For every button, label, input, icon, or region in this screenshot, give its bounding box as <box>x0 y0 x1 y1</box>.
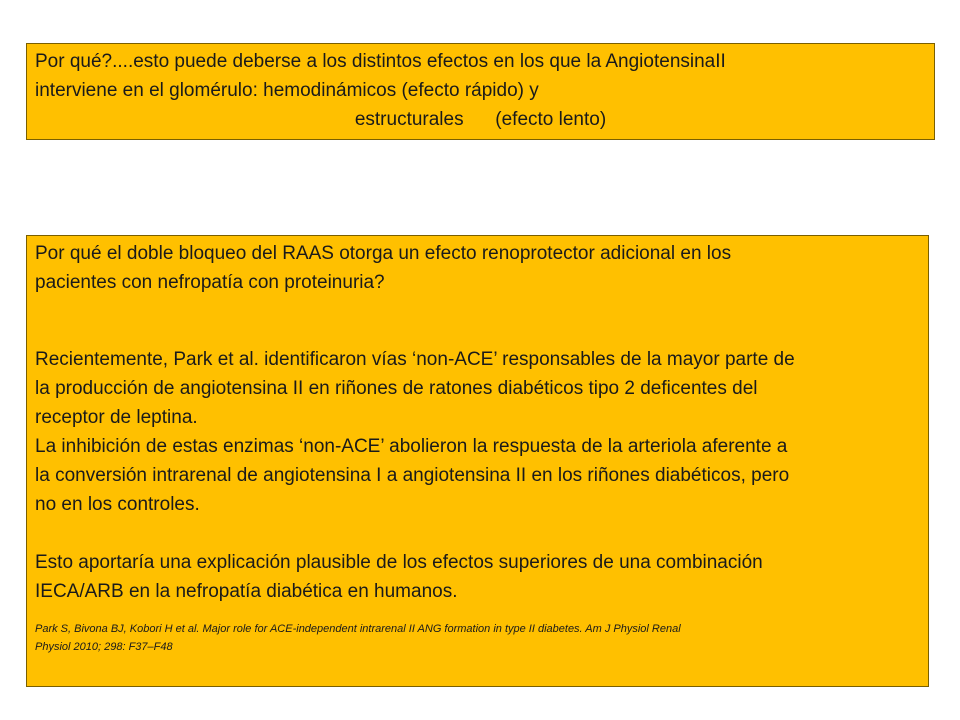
question-line-2: pacientes con nefropatía con proteinuria? <box>35 272 385 293</box>
conclusion-paragraph <box>35 548 920 606</box>
inhibition-line-3: no en los controles. <box>35 494 200 515</box>
inhibition-line-1: La inhibición de estas enzimas ‘non-ACE’ abolieron la respuesta de la arteriola aferente a <box>35 436 788 457</box>
conclusion-line-1: Esto aportaría una explicación plausible de los efectos superiores de una combinación <box>35 552 763 573</box>
spacer <box>35 606 920 620</box>
question-line-1: Por qué el doble bloqueo del RAAS otorga un efecto renoprotector adicional en los <box>35 243 732 264</box>
park-line-1: Recientemente, Park et al. identificaron vías ‘non-ACE’ responsables de la mayor parte de <box>35 349 795 370</box>
top-line-3: estructurales (efecto lento) <box>354 109 607 130</box>
park-line-2: la producción de angiotensina II en riñones de ratones diabéticos tipo 2 deficentes del <box>35 378 758 399</box>
park-paragraph <box>35 345 920 432</box>
conclusion-line-2: IECA/ARB en la nefropatía diabética en humanos. <box>35 581 458 602</box>
top-text-box <box>26 43 935 140</box>
spacer <box>35 297 920 345</box>
reference-citation <box>35 620 920 656</box>
reference-line-2: Physiol 2010; 298: F37–F48 <box>35 641 173 653</box>
park-line-3: receptor de leptina. <box>35 407 198 428</box>
inhibition-paragraph <box>35 432 920 519</box>
top-line-2: interviene en el glomérulo: hemodinámicos (efecto rápido) y <box>35 80 539 101</box>
main-text-box <box>26 235 929 687</box>
top-line-1: Por qué?....esto puede deberse a los distintos efectos en los que la AngiotensinaII <box>35 51 726 72</box>
spacer <box>35 519 920 548</box>
inhibition-line-2: la conversión intrarenal de angiotensina I a angiotensina II en los riñones diabéticos, pero <box>35 465 790 486</box>
question-paragraph <box>35 239 920 297</box>
reference-line-1: Park S, Bivona BJ, Kobori H et al. Major role for ACE-independent intrarenal II ANG formation in type II diabetes. Am J Physiol Renal <box>35 623 681 635</box>
